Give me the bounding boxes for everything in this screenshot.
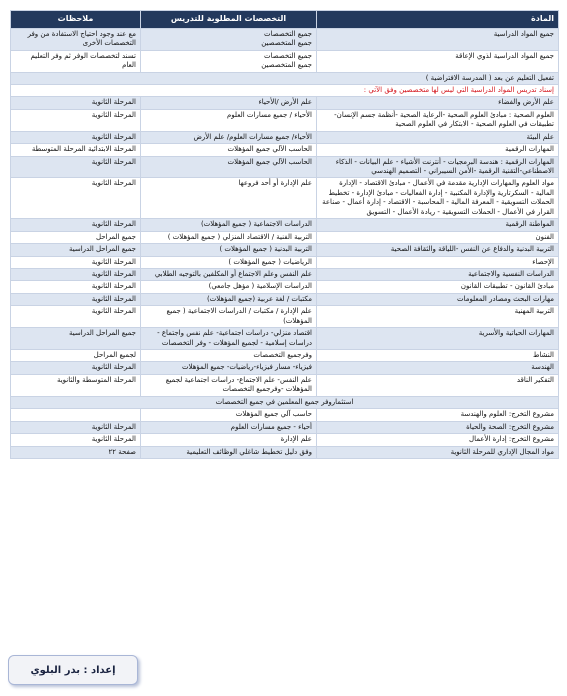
table-row — [11, 434, 559, 446]
row-specialization: الأحياء/ جميع مسارات العلوم/ علم الأرض — [141, 131, 317, 143]
row-notes: لجميع المراحل — [11, 350, 141, 362]
row-specialization — [141, 50, 317, 72]
table-row — [11, 256, 559, 268]
row-specialization: علم الإدارة — [141, 434, 317, 446]
row-specialization: الأحياء / جميع مسارات العلوم — [141, 109, 317, 131]
row-subject: التربية البدنية والدفاع عن النفس -اللياقة والثقافة الصحية — [317, 244, 559, 256]
row-subject: المواطنة الرقمية — [317, 219, 559, 231]
row-specialization: علم الأرض /الأحياء — [141, 97, 317, 109]
table-row — [11, 97, 559, 109]
section-title-row — [11, 396, 559, 408]
row-subject: مشروع التخرج: إدارة الأعمال — [317, 434, 559, 446]
spec-line: جميع المتخصصين — [261, 61, 312, 70]
row-specialization: حاسب آلي جميع المؤهلات — [141, 409, 317, 421]
row-specialization: مكتبات / لغة عربية (جميع المؤهلات) — [141, 293, 317, 305]
table-row — [11, 293, 559, 305]
row-specialization: علم الإدارة / مكتبات / الدراسات الاجتماعية ( جميع المؤهلات) — [141, 306, 317, 328]
row-notes: جميع المراحل — [11, 231, 141, 243]
row-subject: العلوم الصحية : مبادئ العلوم الصحية -الرعاية الصحية -أنظمة جسم الإنسان-تطبيقات في العلوم الصحية - الابتكار في العلوم الصحية — [317, 109, 559, 131]
row-specialization: الحاسب الآلي جميع المؤهلات — [141, 144, 317, 156]
row-notes: المرحلة الابتدائية المرحلة المتوسطة — [11, 144, 141, 156]
row-notes: المرحلة الثانوية — [11, 178, 141, 219]
table-row — [11, 281, 559, 293]
table-row — [11, 28, 559, 50]
table-row — [11, 446, 559, 458]
row-notes: المرحلة الثانوية — [11, 421, 141, 433]
header-subject: المادة — [317, 11, 559, 29]
spec-line: جميع التخصصات — [263, 51, 312, 60]
table-row — [11, 219, 559, 231]
row-notes: المرحلة الثانوية — [11, 281, 141, 293]
table-row — [11, 306, 559, 328]
row-specialization: الدراسات الإسلامية ( مؤهل جامعي) — [141, 281, 317, 293]
row-notes: جميع المراحل الدراسية — [11, 328, 141, 350]
table-row — [11, 244, 559, 256]
row-notes: المرحلة الثانوية — [11, 256, 141, 268]
remote-learning-note: إسناد تدريس المواد الدراسية التي ليس لها متخصصين وفق الآتي : — [11, 84, 559, 96]
remote-learning-title: تفعيل التعليم عن بعد ( المدرسة الافتراضية ) — [11, 72, 559, 84]
row-notes: المرحلة الثانوية — [11, 131, 141, 143]
row-subject: الإحصاء — [317, 256, 559, 268]
row-notes: المرحلة المتوسطة والثانوية — [11, 374, 141, 396]
table-row — [11, 109, 559, 131]
row-subject: جميع المواد الدراسية — [317, 28, 559, 50]
section3-body — [11, 409, 559, 459]
table-row — [11, 144, 559, 156]
row-subject: علم البيئة — [317, 131, 559, 143]
row-subject: النشاط — [317, 350, 559, 362]
row-notes: مع عند وجود احتياج الاستفادة من وفر التخصصات الأخرى — [11, 28, 141, 50]
row-subject: التربية المهنية — [317, 306, 559, 328]
table-row — [11, 268, 559, 280]
row-specialization: علم الإدارة أو أحد فروعها — [141, 178, 317, 219]
table-row — [11, 328, 559, 350]
section-title-row — [11, 72, 559, 84]
row-subject: مواد العلوم والمهارات الإدارية مقدمة في الأعمال - مبادئ الاقتصاد - الإدارة المالية - السكرتارية والإدارة المكتبية - إدارة الفعاليات - مبادئ الإدارة - تخطيط الحملات التسويقية - المعرفة المالية - المحاسبة - الاقتصاد - إدارة أعمال - صناعة القرار في الأعمال - الحملات التسويقية - ريادة الأعمال - التسويق — [317, 178, 559, 219]
table-row — [11, 362, 559, 374]
row-subject: المهارات الحياتية والأسرية — [317, 328, 559, 350]
row-notes: جميع المراحل الدراسية — [11, 244, 141, 256]
invest-title: استثماروفر جميع المعلمين في جميع التخصصات — [11, 396, 559, 408]
row-subject: مشروع التخرج: الصحة والحياة — [317, 421, 559, 433]
table-row — [11, 374, 559, 396]
table-header-row — [11, 11, 559, 29]
row-specialization: الحاسب الآلي جميع المؤهلات — [141, 156, 317, 178]
row-subject: المهارات الرقمية : هندسة البرمجيات - أنترنت الأشياء - علم البيانات - الذكاء الاصطناعي-التقنية الرقمية -الأمن السيبراني - التصميم الهندسي — [317, 156, 559, 178]
row-specialization: فيزياء- مسار فيزياء-رياضيات- جميع المؤهلات — [141, 362, 317, 374]
specializations-table — [10, 10, 559, 459]
row-subject: مشروع التخرج: العلوم والهندسة — [317, 409, 559, 421]
row-notes: المرحلة الثانوية — [11, 362, 141, 374]
header-notes: ملاحظات — [11, 11, 141, 29]
table-row — [11, 409, 559, 421]
row-notes: تسند لتخصصات الوفر ثم وفر التعليم العام — [11, 50, 141, 72]
row-specialization: التربية الفنية / الاقتصاد المنزلي ( جميع المؤهلات ) — [141, 231, 317, 243]
table-row — [11, 50, 559, 72]
row-subject: التفكير الناقد — [317, 374, 559, 396]
table-row — [11, 421, 559, 433]
row-notes — [11, 409, 141, 421]
row-notes: المرحلة الثانوية — [11, 156, 141, 178]
row-subject: المهارات الرقمية — [317, 144, 559, 156]
table-row — [11, 131, 559, 143]
row-subject: مبادئ القانون - تطبيقات القانون — [317, 281, 559, 293]
row-notes: صفحة ٢٢ — [11, 446, 141, 458]
row-specialization: اقتصاد منزلي- دراسات اجتماعية- علم نفس واجتماع - دراسات إسلامية - لجميع المؤهلات - وفر التخصصات — [141, 328, 317, 350]
row-specialization: الرياضيات ( جميع المؤهلات ) — [141, 256, 317, 268]
table-row — [11, 156, 559, 178]
spec-line: جميع التخصصات — [263, 29, 312, 38]
row-subject: الهندسة — [317, 362, 559, 374]
row-notes: المرحلة الثانوية — [11, 97, 141, 109]
row-notes: المرحلة الثانوية — [11, 293, 141, 305]
row-specialization: التربية البدنية ( جميع المؤهلات ) — [141, 244, 317, 256]
header-specializations: التخصصات المطلوبة للتدريس — [141, 11, 317, 29]
row-specialization — [141, 28, 317, 50]
row-specialization: علم النفس- علم الاجتماع- دراسات اجتماعية لجميع المؤهلات -وفرجميع التخصصات — [141, 374, 317, 396]
row-notes: المرحلة الثانوية — [11, 109, 141, 131]
table-row — [11, 178, 559, 219]
spec-line: جميع المتخصصين — [261, 39, 312, 48]
row-specialization: أحياء - جميع مسارات العلوم — [141, 421, 317, 433]
row-specialization: الدراسات الاجتماعية ( جميع المؤهلات) — [141, 219, 317, 231]
row-notes: المرحلة الثانوية — [11, 434, 141, 446]
row-notes: المرحلة الثانوية — [11, 219, 141, 231]
row-specialization: وفرجميع التخصصات — [141, 350, 317, 362]
section-note-row — [11, 84, 559, 96]
row-specialization: علم النفس وعلم الاجتماع أو المكلفين بالتوجيه الطلابي — [141, 268, 317, 280]
row-subject: مواد المجال الإداري للمرحلة الثانوية — [317, 446, 559, 458]
table-row — [11, 350, 559, 362]
row-subject: جميع المواد الدراسية لذوي الإعاقة — [317, 50, 559, 72]
table-row — [11, 231, 559, 243]
row-subject: الدراسات النفسية والاجتماعية — [317, 268, 559, 280]
row-notes: المرحلة الثانوية — [11, 306, 141, 328]
author-credit-badge: إعداد : بدر البلوي — [8, 655, 138, 685]
row-subject: الفنون — [317, 231, 559, 243]
row-subject: علم الأرض والفضاء — [317, 97, 559, 109]
row-subject: مهارات البحث ومصادر المعلومات — [317, 293, 559, 305]
row-specialization: وفق دليل تخطيط شاغلي الوظائف التعليمية — [141, 446, 317, 458]
row-notes: المرحلة الثانوية — [11, 268, 141, 280]
section2-body — [11, 97, 559, 396]
